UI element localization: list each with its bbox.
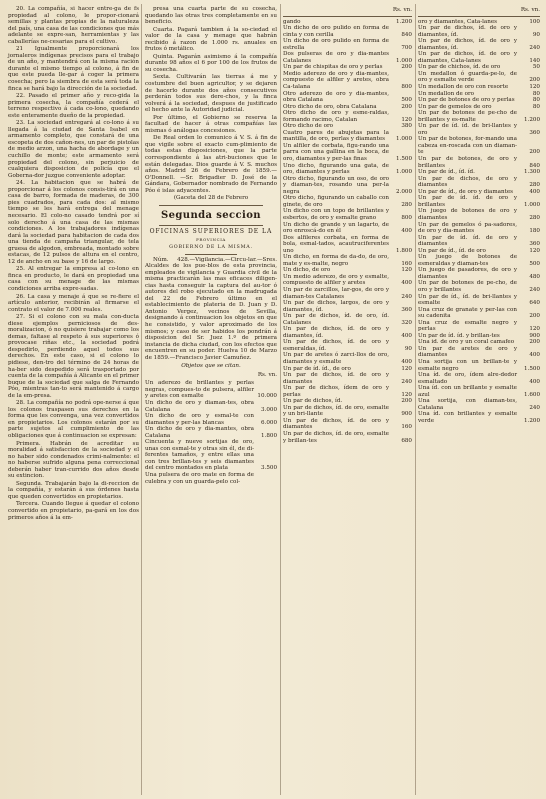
item-description: Otro dicho de oro, obra Catalana: [283, 103, 377, 110]
item-value: 120: [401, 116, 412, 123]
item-value: 120: [529, 326, 540, 333]
currency-header: Rs. vn.: [392, 7, 412, 13]
item-description: Uno dicho, figurando una gata, de oro, diamantes y perlas: [283, 162, 389, 176]
item-description: Un par de íd., íd. de bri-llantes y esmalte: [418, 293, 517, 307]
list-item: [283, 235, 412, 255]
gazette-reference: (Gaceta del 28 de Febrero: [173, 195, 249, 202]
item-description: Un par de gemelos ó pa-sadores, de oro y dia-mantes: [418, 221, 517, 235]
item-description: Un par de íd. íd., de oro: [283, 365, 351, 372]
item-value: 840: [401, 31, 412, 38]
list-item: [418, 136, 540, 156]
item-description: Un medio aderezo, de oro y esmalte, compuesto de alfiler y aretes: [283, 273, 389, 287]
item-value: 680: [401, 437, 412, 444]
item-value: 120: [401, 267, 412, 274]
item-value: 360: [529, 129, 540, 136]
list-item: [283, 51, 412, 64]
item-value: 180: [529, 228, 540, 235]
item-value: 100: [529, 18, 540, 25]
item-value: 1.500: [523, 365, 540, 372]
item-description: Otro dicho de oro: [283, 123, 333, 130]
item-description: Un par de dichos, de oro y diamantes: [418, 175, 517, 189]
item-description: Medio aderezo de oro y dia-mantes, compuesto de alfiler y aretes, obra Ca-talana: [283, 70, 389, 91]
list-item: [418, 307, 540, 320]
item-value: 800: [401, 84, 412, 91]
item-description: Un dicho de grande y un lagarto, de oro enroscá-do en él: [283, 221, 389, 235]
paragraph: 21 Igualmente proporcionará los jornaleros indígenas precisos para el trabajo de un año, y mantendrá con la misma ración durante el mismo tiempo al colono, á fin de que este pueda lle-gar á coger la primera cosecha; pero la siembra de esta será toda la finca se hará bajo la dirección de la sociedad.: [8, 46, 139, 92]
government-title: GOBIERNO DE LA MISMA.: [169, 244, 253, 250]
list-item: [418, 294, 540, 307]
item-description: Otro aderezo de oro y dia-mantes, obra Catalana: [283, 90, 389, 104]
item-description: Un dicho, en forma de da-do, de oro, mate y es-malte, negro: [283, 254, 389, 267]
item-value: 280: [401, 201, 412, 208]
item-description: Un par de dichos, íd. de oro, esmalte y brillan-tes: [283, 431, 389, 444]
item-value: 6.000: [260, 419, 277, 426]
item-value: 280: [529, 182, 540, 189]
list-item: [418, 398, 540, 411]
offices-title: OFICINAS SUPERIORES DE LA: [149, 227, 273, 235]
paragraph: 25. Al entregar la empresa al co-lono en finca en producto, le dará en propiedad una casa con su menage de las mismas condiciones arriba expre-sadas.: [8, 266, 139, 292]
item-value: 240: [529, 44, 540, 51]
paragraph: Quinta. Pagarán asimismo á la compañía durante 98 años el 6 por 100 de los frutos de su cosecha.: [145, 53, 277, 73]
item-description: Otro dicho, figurando un caballo con ginete, de oro: [283, 195, 389, 208]
item-description: Un par de íd. íd. de bri-llantes y oro: [418, 123, 517, 136]
divider: [185, 254, 237, 255]
list-item: [283, 431, 412, 444]
item-value: 3.500: [260, 465, 277, 472]
item-description: Un par de aretes de oro y diamantes: [418, 345, 517, 359]
item-value: 120: [529, 247, 540, 254]
list-item: [283, 385, 412, 398]
list-item: [283, 352, 412, 365]
item-description: Un medallon de oro con resorte: [418, 84, 509, 91]
item-description: Un dicho de oro y diaman-tes, obra Catalana: [145, 399, 254, 413]
item-value: 240: [401, 293, 412, 300]
item-description: Un dicho, de oro: [283, 267, 331, 274]
column-rule: [141, 4, 142, 795]
list-item: [283, 208, 412, 221]
item-description: Un par de dichos, íd. de oro y diamantes: [283, 372, 389, 385]
column-3: [283, 6, 412, 444]
list-item: [418, 385, 540, 398]
list-item: [283, 339, 412, 352]
list-item: [145, 413, 277, 426]
list-item: [283, 38, 412, 51]
item-description: Una sortija con un brillan-te y esmalte negro: [418, 358, 517, 372]
list-item: [418, 38, 540, 51]
item-value: 80: [532, 103, 540, 110]
item-value: 1.200: [523, 116, 540, 123]
item-value: 1.200: [523, 417, 540, 424]
list-item: [283, 372, 412, 385]
item-description: Un medallon de oro: [418, 90, 475, 97]
paragraph: Cuarta. Pagará tambien á la so-ciedad el valor de la casa y menage que habrán recibido á razon de 1.000 rs. anuales en frutos ó metálico.: [145, 26, 277, 53]
list-item: [418, 372, 540, 385]
item-description: Un par de zarcillos, lar-gos, de oro y diaman-tes Catalanes: [283, 286, 389, 300]
item-value: 800: [401, 214, 412, 221]
item-value: 200: [529, 313, 540, 320]
list-item: [145, 400, 277, 413]
list-item: [418, 359, 540, 372]
item-list: [145, 380, 277, 485]
item-description: Cuatro pares de abujetas para la mantilla, de oro, perlas y diamantes: [283, 129, 389, 143]
item-description: Un par de íd. íd. de oro y diamantes: [418, 234, 517, 248]
list-item: [283, 143, 412, 163]
paragraph: 24. La habitacion que se habrá de proporcionar á los colonos consis-tirá en una casa de barro, formada de maderas, de 300 pies cuadrados, para cada dos: al mismo tiempo se les hará entrega del menage necesario. El colo-no casado tendrá por sí solo derecho á una casa de las mismas condiciones. A los trabajadores indígenas dará la sociedad para habitacion de cada dos una tienda de campaña triangular, de tela gruesa de algodon, embreada, montado sobre estacas, de 12 pulsos de altura en el centro, 12 de ancho en su base y 16 de largo.: [8, 180, 139, 265]
item-description: Un par de dichos, íd. de oro y diamantes, íd.: [418, 25, 517, 38]
list-item: [283, 418, 412, 431]
paragraph: Sexta. Cultivarán las tierras á me y costumbre del buen agricultor, y se dejaren de hacerlo durante dos años consecutivos perderán todos sus dere-chos, y la finca volverá á la sociedad, despues de justificado el hecho ante la Autoridad judicial.: [145, 74, 277, 114]
list-item: [145, 380, 277, 400]
list-item: [283, 313, 412, 326]
item-value: 90: [532, 31, 540, 38]
item-value: 1.200: [395, 18, 412, 25]
item-description: Un dicho de oro y esmal-te con diamantes y per-las blancas: [145, 413, 254, 426]
paragraph: Primera. Habrán de acreditar su moralidad á satisfaccion de la sociedad y el no haber sido condenados crimi-nalmente: el no haberse sufrido alguna pena correccional deberán haber tran-currido dos años desde su extincion.: [8, 440, 139, 480]
item-value: 80: [532, 97, 540, 104]
item-value: 160: [401, 260, 412, 267]
item-description: Un par de botones de pe-cho, de oro y brillantes: [418, 280, 517, 293]
paragraph: 27. Si el colono con su mala con-ducta diese ejemplos perniciosos de des-moralizacion, ó no quisiere trabajar como los demas, faltase al respeto á sus superiores ó provocase riñas etc., la sociedad podrá despedirlo, perdiendo aquel todos sus derechos. En este caso, si el colono lo pidiese, den-tro del término de 24 horas de ha-ber sido despedido será trasportado por cuenta de la compañía á Alicante en el primer buque de la sociedad que salga de Fernando Póo, mientras tan-to será mantenido á cargo de la em-presa.: [8, 314, 139, 399]
list-item: [283, 300, 412, 313]
item-value: 1.800: [395, 247, 412, 254]
list-item: [283, 287, 412, 300]
list-item: [283, 71, 412, 91]
item-value: 1.000: [395, 169, 412, 176]
item-description: Un juego de pasadores, de oro y diamantes: [418, 267, 517, 280]
list-item: [418, 280, 540, 293]
item-value: 400: [401, 332, 412, 339]
item-description: Otro dicho, figurando un oso, de oro y diaman-tes, rosando una per-la negra: [283, 175, 389, 195]
item-value: 280: [529, 214, 540, 221]
item-value: 840: [529, 162, 540, 169]
list-item: [283, 25, 412, 38]
item-value: 500: [401, 97, 412, 104]
list-item: [283, 130, 412, 143]
column-2: [145, 6, 277, 485]
item-description: Una sortija, con diaman-tes, Catalana: [418, 398, 517, 411]
item-description: Un medallon ó guarda-pe-lo, de oro y esmalte verde: [418, 70, 517, 84]
item-value: 640: [529, 300, 540, 307]
item-value: 120: [529, 84, 540, 91]
list-item: [418, 320, 540, 333]
list-item: [418, 195, 540, 208]
list-item: [283, 91, 412, 104]
item-description: Un par de chichos, íd. de oro: [418, 64, 501, 71]
list-item: [145, 426, 277, 439]
item-description: Un par de botones de pe-cho de brillantes y es-malte: [418, 110, 517, 123]
list-item: [418, 51, 540, 64]
paragraph: Tercera. Cuando llegue á quedar el colono convertido en propietario, pa-gará en los dos primeros años á la em-: [8, 501, 139, 521]
list-item: [418, 71, 540, 84]
item-value: 240: [401, 378, 412, 385]
list-item: [418, 156, 540, 169]
item-value: 3.000: [260, 406, 277, 413]
list-item: [418, 176, 540, 189]
list-item: [418, 267, 540, 280]
item-description: Cincuenta y nueve sortijas de oro, unas con esmal-te y otras sin él, de di-ferentes tamaños, y entre ellas una con tres brillan-tes y seis diamantes del centro montados en plata: [145, 439, 254, 472]
item-description: oro y diamantes, Cata-lanes: [418, 18, 498, 25]
currency-header: Rs. vn.: [257, 371, 277, 378]
item-value: 200: [529, 339, 540, 346]
item-description: Un par de botones, for-mando una cabeza en-roscada con un diaman-te: [418, 136, 517, 156]
divider: [159, 205, 263, 206]
paragraph: 23. La sociedad entregará al co-lono á su llegada á la ciudad de Santa Isabel en armamento completo, que constará de una escopeta de dos cañon-nes, un par de pistolas de medio arzon, una hacha de abordage y un cuchillo de monte; este armamento será propiedad del colono, sin perjuicio de cualquiera disposicion de policía que el Goberna-dor juzgue conveniente adoptar.: [8, 120, 139, 179]
item-description: Un aderezo de brillantes y perlas negras, compues-to de pulsera, alfiler y aretes con esmalte: [145, 380, 254, 400]
item-value: 400: [529, 378, 540, 385]
column-rule: [280, 4, 281, 795]
item-value: 360: [529, 241, 540, 248]
item-value: 2.000: [395, 188, 412, 195]
item-description: Un par de aretes ó zarci-llos de oro, diamantes y esmalte: [283, 352, 389, 365]
item-description: Un par de íd. íd. y brillan-tes: [418, 332, 500, 339]
column-1: [8, 6, 139, 522]
item-value: 240: [529, 286, 540, 293]
list-item: [283, 110, 412, 123]
item-description: Una íd. de oro, ídem alre-dedor esmaltado: [418, 372, 517, 385]
item-description: Un dicho de oro y dia-mantes, obra Catalana: [145, 426, 254, 439]
list-item: [283, 222, 412, 235]
item-description: Una cruz de granate y per-las con su cadenita: [418, 306, 517, 320]
item-value: 200: [401, 64, 412, 71]
item-value: 480: [529, 273, 540, 280]
paragraph: Por último, el Gobierno se reserva la facultad de hacer á otras compañías las mismas ó análogas concesiones.: [145, 114, 277, 134]
item-value: 10.000: [257, 393, 277, 400]
item-value: 160: [401, 424, 412, 431]
item-description: Un dicho de oro pulido en forma de estrella: [283, 38, 389, 51]
list-item: [145, 472, 277, 485]
item-description: Un par de botones, de oro y brillantes: [418, 156, 517, 169]
list-item: [283, 163, 412, 176]
column-rule: [415, 4, 416, 795]
item-description: Un par de dichos, íd. de oro, esmalte y un bri-llante: [283, 404, 389, 418]
list-item: [418, 411, 540, 424]
paragraph: Segunda. Trabajarán bajo la di-reccion de la compañía, y estarán á sus órdenes hasta que queden convertidos en propietarios.: [8, 480, 139, 500]
item-value: 400: [529, 352, 540, 359]
item-description: Una íd. con un brillante y esmalte azul: [418, 385, 517, 398]
item-value: 1.300: [523, 169, 540, 176]
item-description: Una pulsera de oro mate en forma de culebra y con un guarda-pelo col-: [145, 472, 254, 485]
item-description: Un par de dichos, íd. de oro y diamantes, íd.: [418, 38, 517, 51]
divider: [283, 16, 412, 17]
item-description: Un par de botones de oro y perlas: [418, 97, 515, 104]
item-description: Un par de dichos, íd. de oro, íd. Catalanes: [283, 313, 389, 326]
circular-text: Núm. 428.—Vigilancia.—Circu-lar.—Sres. Alcaldes de los pue-blos de esta provincia, empleados de vigilancia y Guardia civil de la misma practicarán las mas eficaces diligen-cias hasta conseguir la captura del au-tor ó autores del robo ejecutado en la madrugada del 22 de Febrero último en el establecimiento de plateria de D. Juan y D. Antonio Vergez, vecinos de Sevilla, designando á continuacion los objetos en que he consistido, y valor aproximado de los mismos; y caso de ser habidos los pondrán á disposicion del Sr. Juez 1.º de primera instancia de dicha ciudad, con los efectos que encuentren en su poder. Huelva 10 de Marzo de 1859.—Francisco Javier Camuñez.: [145, 256, 277, 361]
paragraph: 28. La compañía no podrá ope-nerse á que los colonos traspasen sus derechos en la forma que les convenga, una vez convertidos en propietarios. Los colonos estarán por su parte sujetos al cumplimiento de las obligaciones que á continuacion se expresan:: [8, 400, 139, 439]
item-value: 200: [529, 149, 540, 156]
item-value: 120: [401, 365, 412, 372]
item-description: Un par de dichos, íd. de oro y diamantes: [283, 417, 389, 431]
item-value: 400: [401, 358, 412, 365]
item-value: 1.000: [523, 201, 540, 208]
item-description: Un par de dichos, íd.: [283, 398, 343, 405]
column-4: [418, 6, 540, 424]
item-description: Otro dicho de oro y esme-raldas, formando racimo, Catalan: [283, 110, 389, 123]
list-item: [418, 235, 540, 248]
item-description: Un par de gemelos de oro: [418, 103, 492, 110]
list-item: [283, 326, 412, 339]
item-description: Un par de íd., de oro y diamantes: [418, 188, 514, 195]
item-value: 200: [401, 398, 412, 405]
item-description: Un dicho de oro pulido en forma de cinta y con cerilla: [283, 25, 389, 38]
item-value: 50: [532, 64, 540, 71]
item-list: [283, 19, 412, 445]
list-item: [418, 346, 540, 359]
item-description: Un par de dichos, íd. de oro y diamantes, íd.: [283, 326, 389, 339]
item-value: 120: [401, 391, 412, 398]
item-value: 1.000: [395, 57, 412, 64]
item-value: 400: [401, 280, 412, 287]
list-item: [283, 405, 412, 418]
objects-heading: Objetos que se citan.: [181, 363, 241, 370]
list-item: [418, 208, 540, 221]
item-description: Un dicho con un topo de brillantes y esbertos, de oro y esmalte grano: [283, 208, 389, 221]
item-description: Un par de dichos, íd. de oro y diamantes, Cata-lanes: [418, 51, 517, 64]
item-value: 200: [529, 77, 540, 84]
item-value: 360: [401, 306, 412, 313]
item-description: Un alfiler de corbata, figu-rando una parra con una gallina en la boca, de oro, diamantes y per-las finas: [283, 142, 389, 163]
divider: [418, 16, 540, 17]
item-value: 400: [529, 188, 540, 195]
province-label: PROVINCIA: [196, 237, 226, 243]
item-value: 140: [529, 57, 540, 64]
item-description: Un par de dichos, ídem de oro y perlas: [283, 385, 389, 398]
item-description: gando: [283, 18, 301, 25]
item-description: Un par de chispitas de oro y perlas: [283, 64, 383, 71]
item-description: Dos pulseras de oro y dia-mantes Catalanes: [283, 51, 389, 64]
item-description: Dos alfileres corbata, en forma de bola, esmal-tados, acautruciferentes uno: [283, 234, 389, 254]
item-description: Una id. de oro y un coral camafeo: [418, 339, 515, 346]
paragraph: presa una cuarta parte de su cosecha, quedando las otras tres completamente en su beneficio.: [145, 6, 277, 26]
item-list: [418, 19, 540, 425]
paragraph: 22. Pasado el primer año y reco-gida la primera cosecha, la compañía cederá el terreno respectivo á cada co-lono, quedando este enteramente dueño de la propiedad.: [8, 93, 139, 119]
divider: [159, 225, 263, 226]
list-item: [418, 25, 540, 38]
item-value: 1.600: [523, 391, 540, 398]
item-description: Un par de íd. íd. de oro y brillantes: [418, 195, 517, 208]
list-item: [418, 222, 540, 235]
item-value: 80: [532, 90, 540, 97]
section-title: Segunda seccion: [161, 209, 261, 221]
item-value: 900: [401, 411, 412, 418]
item-description: Un par de dichos, largos, de oro y diamantes, íd.: [283, 300, 389, 313]
item-value: 200: [401, 103, 412, 110]
item-value: 320: [401, 319, 412, 326]
item-value: 1.800: [260, 432, 277, 439]
list-item: [145, 439, 277, 472]
paragraph: 20. La compañía, si hacer entre-ga de fs propiedad al colono, le propor-cionará semillas y plantas propias de la naturaleza del país, una casa de las condiciones que más adelante se expre-san, herramientas y las caballerías ne-cesarias para el cultivo.: [8, 6, 139, 45]
list-item: [283, 274, 412, 287]
list-item: [418, 123, 540, 136]
item-value: 400: [401, 228, 412, 235]
item-value: 380: [401, 123, 412, 130]
item-value: 1.500: [395, 156, 412, 163]
item-description: Un par de íd., íd. íd.: [418, 169, 475, 176]
item-value: 900: [529, 332, 540, 339]
item-description: Una cruz de esmalte negro y perlas: [418, 319, 517, 333]
item-value: 1.000: [395, 136, 412, 143]
item-value: 90: [404, 345, 412, 352]
list-item: [283, 254, 412, 267]
item-description: Una íd. con brillantes y esmalte verde: [418, 411, 517, 424]
currency-header: Rs. vn.: [520, 7, 540, 13]
item-description: Un juego de botones de oro y diamantes: [418, 208, 517, 221]
list-item: [418, 110, 540, 123]
list-item: [283, 176, 412, 196]
item-value: 700: [401, 44, 412, 51]
item-description: Un par de dichos, íd. de oro y esmeraldas, íd.: [283, 339, 389, 352]
list-item: [283, 195, 412, 208]
list-item: [418, 254, 540, 267]
item-value: 500: [529, 260, 540, 267]
item-description: Un par de íd., íd. de oro: [418, 247, 486, 254]
paragraph: De Real orden lo comunico á V. S. á fin de que vigile sobre el exacto cum-plimiento de todas estas disposiciones, que la parte correspondiente á las atri-buciones que le están delegadas. Dios guarde á V. S. muchos años. Madrid 26 de Febrero de 1859.—O'Donnell. —Sr. Brigadier D. José de la Gándara, Gobernador nombrado de Fernando Póo é islas adyacentes.: [145, 135, 277, 194]
paragraph: 26. La casa y menaje á que se re-fiere el artículo anterior, recibirán al firmarse el contrato el valor de 7.000 reales.: [8, 293, 139, 313]
item-description: Un juego de botones de esmeraldas y diaman-tes: [418, 254, 517, 267]
item-value: 240: [529, 404, 540, 411]
